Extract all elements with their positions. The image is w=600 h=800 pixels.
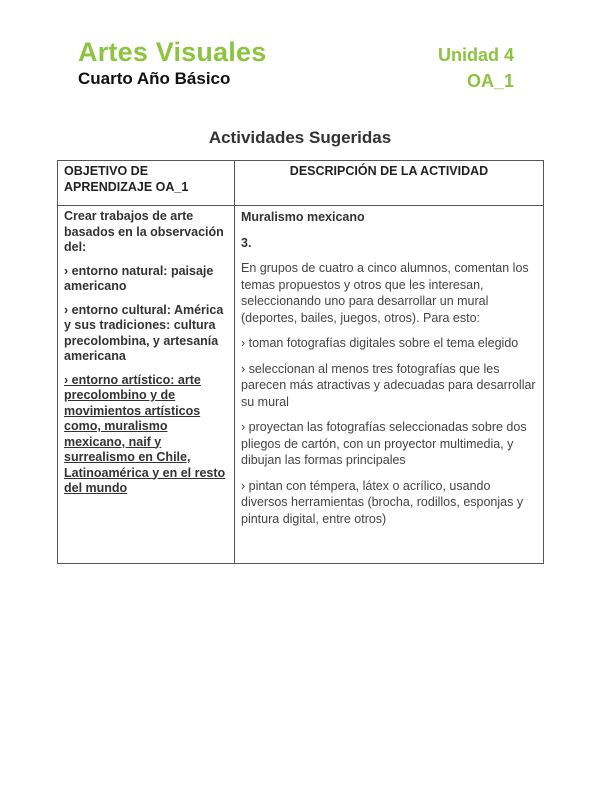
table-header-row: [58, 161, 544, 206]
table-row: [58, 206, 544, 564]
document-header: [78, 36, 266, 90]
unit-header: [438, 44, 514, 93]
objective-item-natural: › entorno natural: paisaje americano: [64, 263, 214, 293]
oa-label: OA_1: [466, 71, 514, 91]
col-header-objective: OBJETIVO DE APRENDIZAJE OA_1: [58, 161, 235, 206]
activity-step-4: › pintan con témpera, látex o acrílico, usando diversos herramientas (brocha, rodillos, esponjas y pintura digital, entre otros): [241, 478, 524, 526]
activity-intro: En grupos de cuatro a cinco alumnos, comentan los temas propuestos y otros que les interesan, seleccionando uno para desarrollar un mural (deportes, bailes, juegos, otros). Para esto:: [241, 261, 529, 325]
col-header-description: DESCRIPCIÓN DE LA ACTIVIDAD: [235, 161, 544, 206]
unit-label: Unidad 4: [437, 45, 514, 65]
objective-item-cultural: › entorno cultural: América y sus tradiciones: cultura precolombina, y artesanía americana: [64, 302, 224, 363]
objective-item-artistic: › entorno artístico: arte precolombino y de movimientos artísticos como, muralismo mexicano, naif y surrealismo en Chile, Latinoamérica y en el resto del mundo: [64, 372, 226, 495]
objective-intro: Crear trabajos de arte basados en la observación del:: [64, 209, 224, 254]
subject-title: Artes Visuales: [78, 37, 267, 67]
activity-title: Muralismo mexicano: [241, 210, 365, 224]
activity-number: 3.: [241, 235, 252, 250]
activity-step-1: › toman fotografías digitales sobre el tema elegido: [241, 336, 519, 350]
objective-cell: [58, 206, 235, 564]
activity-step-3: › proyectan las fotografías seleccionadas sobre dos pliegos de cartón, con un proyector multimedia, y dibujan las formas principales: [241, 420, 527, 467]
activity-cell: [235, 206, 544, 564]
activity-step-2: › seleccionan al menos tres fotografías que les parecen más atractivas y adecuadas para desarrollar su mural: [241, 361, 536, 409]
grade-level: Cuarto Año Básico: [78, 69, 231, 88]
activity-table: [57, 160, 544, 564]
section-title: Actividades Sugeridas: [208, 128, 392, 147]
